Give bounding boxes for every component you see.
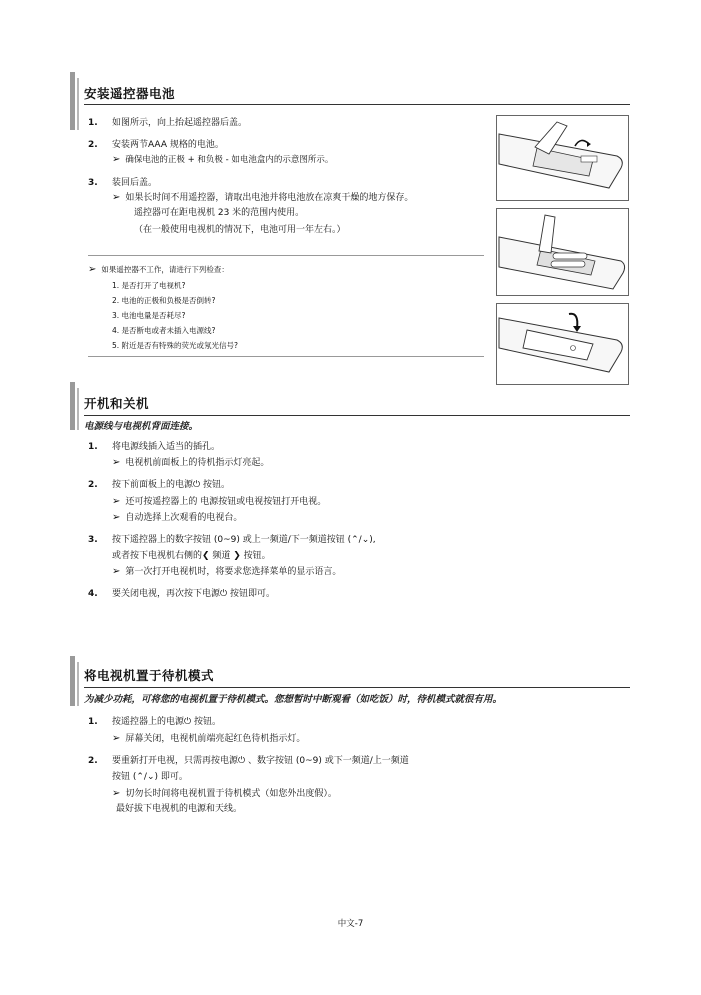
step-note — [112, 511, 242, 525]
heading-bar — [70, 382, 75, 430]
arrow-icon: ➢ — [112, 733, 121, 744]
check-title-text: 如果遥控器不工作，请进行下列检查： — [101, 265, 229, 274]
section-subtitle: 电源线与电视机背面连接。 — [84, 421, 199, 432]
step-note — [112, 191, 413, 205]
arrow-icon: ➢ — [88, 264, 97, 275]
check-item: 5. 附近是否有特殊的荧光或氖光信号? — [112, 341, 239, 350]
remote-batteries-illustration — [497, 209, 628, 295]
check-title — [88, 264, 229, 275]
section-heading-standby — [70, 656, 630, 688]
step-text: 要重新打开电视，只需再按电源⏻ 、数字按钮 (0~9) 或下一频道/上一频道 — [112, 756, 409, 766]
arrow-icon: ➢ — [112, 512, 121, 523]
remote-open-cover-illustration — [497, 116, 628, 200]
check-item: 4. 是否断电或者未插入电源线? — [112, 326, 216, 335]
step-number: 2. — [88, 480, 98, 490]
step-text-line2: 或者按下电视机右侧的❮ 频道 ❯ 按钮。 — [112, 551, 271, 561]
section-title: 开机和关机 — [84, 396, 150, 411]
heading-bar — [70, 656, 75, 706]
section-subtitle: 为减少功耗，可将您的电视机置于待机模式。您想暂时中断观看（如吃饭）时，待机模式就很有用。 — [84, 694, 503, 705]
heading-bar-inner — [77, 388, 79, 430]
check-item: 3. 电池电量是否耗尽? — [112, 311, 186, 320]
step-text-line2: 按钮 (⌃/⌄) 即可。 — [112, 772, 188, 782]
step-note-text: 电视机前面板上的待机指示灯亮起。 — [125, 458, 270, 468]
step-note — [112, 495, 326, 509]
section-heading-battery — [70, 72, 630, 104]
step-note — [112, 456, 269, 470]
heading-bar-inner — [77, 662, 79, 706]
step-note-text: 切勿长时间将电视机置于待机模式（如您外出度假）。 — [125, 789, 337, 799]
step-note — [112, 732, 305, 746]
section-heading-power — [70, 382, 630, 414]
step-note-text: 如果长时间不用遥控器，请取出电池并将电池放在凉爽干燥的地方保存。 — [125, 193, 414, 203]
step-number: 2. — [88, 756, 98, 766]
step-note — [112, 565, 341, 579]
step-text: 按遥控器上的电源⏻ 按钮。 — [112, 717, 221, 727]
step-note-text: 还可按遥控器上的 电源按钮或电视按钮打开电视。 — [125, 497, 327, 507]
step-note-line: （在一般使用电视机的情况下，电池可用一年左右。） — [134, 225, 346, 235]
step-note-line: 遥控器可在距电视机 23 米的范围内使用。 — [134, 208, 305, 218]
note-divider — [88, 356, 484, 357]
step-text: 按下前面板上的电源⏻ 按钮。 — [112, 480, 230, 490]
step-text: 将电源线插入适当的插孔。 — [112, 442, 221, 452]
section-rule — [84, 687, 630, 688]
step-number: 4. — [88, 589, 98, 599]
arrow-icon: ➢ — [112, 457, 121, 468]
step-number: 1. — [88, 442, 98, 452]
check-item: 1. 是否打开了电视机? — [112, 281, 186, 290]
step-note-text: 自动选择上次观看的电视台。 — [125, 513, 243, 523]
step-note — [112, 787, 337, 801]
remote-close-cover-illustration — [497, 304, 628, 384]
section-title: 安装遥控器电池 — [84, 86, 176, 101]
arrow-icon: ➢ — [112, 192, 121, 203]
step-note-text: 确保电池的正极 + 和负极 - 如电池盒内的示意图所示。 — [125, 155, 334, 165]
step-note-line: 最好拔下电视机的电源和天线。 — [116, 804, 243, 814]
section-rule — [84, 415, 630, 416]
step-note — [112, 153, 333, 167]
arrow-icon: ➢ — [112, 496, 121, 507]
step-number: 3. — [88, 535, 98, 545]
remote-figure-batteries — [496, 208, 629, 296]
step-text: 安装两节AAA 规格的电池。 — [112, 140, 224, 150]
note-divider — [88, 255, 484, 256]
section-rule — [84, 104, 630, 105]
remote-figure-close — [496, 303, 629, 385]
step-number: 1. — [88, 717, 98, 727]
check-item: 2. 电池的正极和负极是否倒转? — [112, 296, 216, 305]
step-text: 要关闭电视，再次按下电源⏻ 按钮即可。 — [112, 589, 275, 599]
step-number: 2. — [88, 140, 98, 150]
arrow-icon: ➢ — [112, 788, 121, 799]
step-number: 3. — [88, 178, 98, 188]
step-note-text: 第一次打开电视机时，将要求您选择菜单的显示语言。 — [125, 567, 342, 577]
heading-bar — [70, 72, 75, 130]
page-number: 中文-7 — [337, 919, 364, 929]
step-text: 按下遥控器上的数字按钮 (0~9) 或上一频道/下一频道按钮 (⌃/⌄), — [112, 535, 376, 545]
step-note-text: 屏幕关闭，电视机前端亮起红色待机指示灯。 — [125, 734, 306, 744]
step-number: 1. — [88, 118, 98, 128]
arrow-icon: ➢ — [112, 566, 121, 577]
section-title: 将电视机置于待机模式 — [84, 668, 215, 683]
step-text: 装回后盖。 — [112, 178, 158, 188]
arrow-icon: ➢ — [112, 154, 121, 165]
heading-bar-inner — [77, 78, 79, 130]
step-text: 如图所示，向上抬起遥控器后盖。 — [112, 118, 248, 128]
remote-figure-open — [496, 115, 629, 201]
